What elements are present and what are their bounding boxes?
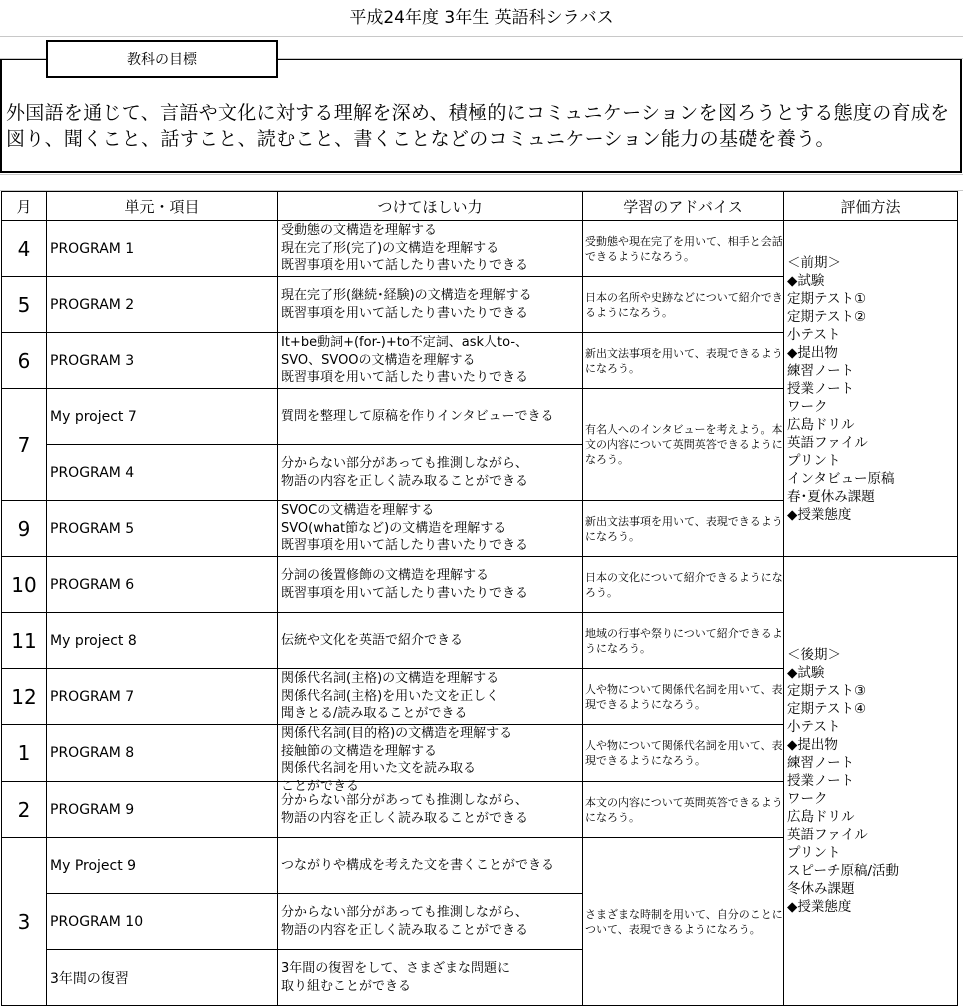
power-cell bbox=[278, 557, 583, 613]
advice-cell: さまざまな時制を用いて、自分のことについて、表現できるようになろう。 bbox=[583, 838, 784, 1006]
advice-cell: 本文の内容について英問英答できるようになろう。 bbox=[583, 782, 784, 838]
eval-item: ◆提出物 bbox=[787, 344, 838, 361]
eval-item: ワーク bbox=[787, 398, 828, 415]
eval-item: 定期テスト③ bbox=[787, 683, 867, 699]
unit-cell: PROGRAM 6 bbox=[47, 557, 278, 613]
eval-item: 定期テスト④ bbox=[787, 701, 867, 717]
power-cell bbox=[278, 613, 583, 669]
eval-item: インタビュー原稿 bbox=[787, 470, 895, 487]
header-row bbox=[2, 192, 958, 221]
eval-item: 小テスト bbox=[787, 326, 841, 343]
eval-item: プリント bbox=[787, 845, 841, 861]
eval-item: 英語ファイル bbox=[787, 434, 868, 451]
eval-item: ◆提出物 bbox=[787, 737, 838, 753]
advice-cell: 日本の文化について紹介できるようになろう。 bbox=[583, 557, 784, 613]
eval-item: ◆試験 bbox=[787, 665, 825, 681]
power-cell bbox=[278, 669, 583, 725]
goal-label: 教科の目標 bbox=[46, 40, 278, 78]
page-title: 平成24年度 3年生 英語科シラバス bbox=[349, 8, 614, 28]
unit-cell: My Project 9 bbox=[47, 838, 278, 894]
eval-item: 定期テスト① bbox=[787, 290, 867, 307]
unit-cell: My project 7 bbox=[47, 389, 278, 445]
advice-cell: 地域の行事や祭りについて紹介できるようになろう。 bbox=[583, 613, 784, 669]
power-cell bbox=[278, 838, 583, 894]
eval-item: 授業ノート bbox=[787, 773, 855, 789]
power-text: 3年間の復習をして、さまざまな問題に 取り組むことができる bbox=[281, 961, 511, 994]
month-cell: 11 bbox=[2, 613, 47, 669]
eval-item: ＜後期＞ bbox=[787, 647, 841, 663]
unit-cell: 3年間の復習 bbox=[47, 950, 278, 1006]
grid-line bbox=[0, 174, 963, 175]
power-text: 分からない部分があっても推測しながら、 物語の内容を正しく読み取ることができる bbox=[281, 456, 529, 489]
eval-item: 冬休み課題 bbox=[787, 881, 855, 897]
eval-item: 春･夏休み課題 bbox=[787, 488, 875, 505]
unit-cell: PROGRAM 5 bbox=[47, 501, 278, 557]
eval-item: 広島ドリル bbox=[787, 809, 855, 825]
table-row bbox=[2, 557, 958, 613]
goal-text: 外国語を通じて、言語や文化に対する理解を深め、積極的にコミュニケーションを図ろうとする態度の育成を図り、聞くこと、話すこと、読むこと、書くことなどのコミュニケーション能力の基礎を養う。 bbox=[6, 102, 950, 150]
power-text: つながりや構成を考えた文を書くことができる bbox=[281, 857, 555, 873]
month-cell: 6 bbox=[2, 333, 47, 389]
unit-cell: PROGRAM 9 bbox=[47, 782, 278, 838]
unit-cell: PROGRAM 8 bbox=[47, 725, 278, 782]
header-month: 月 bbox=[2, 192, 47, 221]
advice-cell: 有名人へのインタビューを考えよう。本文の内容について英問英答できるようになろう。 bbox=[583, 389, 784, 501]
month-cell: 3 bbox=[2, 838, 47, 1006]
eval-item: 定期テスト② bbox=[787, 308, 867, 325]
header-power: つけてほしい力 bbox=[278, 192, 583, 221]
unit-cell: PROGRAM 3 bbox=[47, 333, 278, 389]
eval-first-cell bbox=[784, 221, 958, 557]
unit-cell: PROGRAM 2 bbox=[47, 277, 278, 333]
month-cell: 2 bbox=[2, 782, 47, 838]
power-cell bbox=[278, 333, 583, 389]
eval-item: ◆授業態度 bbox=[787, 506, 852, 523]
month-cell: 1 bbox=[2, 725, 47, 782]
advice-cell: 人や物について関係代名詞を用いて、表現できるようになろう。 bbox=[583, 725, 784, 782]
unit-cell: PROGRAM 7 bbox=[47, 669, 278, 725]
header-advice: 学習のアドバイス bbox=[583, 192, 784, 221]
advice-cell: 新出文法事項を用いて、表現できるようになろう。 bbox=[583, 333, 784, 389]
eval-item: プリント bbox=[787, 452, 841, 469]
month-cell: 7 bbox=[2, 389, 47, 501]
eval-item: 英語ファイル bbox=[787, 827, 868, 843]
unit-cell: PROGRAM 1 bbox=[47, 221, 278, 277]
eval-item: 授業ノート bbox=[787, 380, 855, 397]
month-cell: 10 bbox=[2, 557, 47, 613]
power-cell bbox=[278, 725, 583, 794]
advice-cell: 新出文法事項を用いて、表現できるようになろう。 bbox=[583, 501, 784, 557]
month-cell: 12 bbox=[2, 669, 47, 725]
eval-item: 練習ノート bbox=[787, 755, 855, 771]
month-cell: 9 bbox=[2, 501, 47, 557]
eval-second-cell bbox=[784, 557, 958, 1006]
eval-item: ◆授業態度 bbox=[787, 899, 852, 915]
header-unit: 単元・項目 bbox=[47, 192, 278, 221]
eval-item: 広島ドリル bbox=[787, 416, 855, 433]
power-text: 質問を整理して原稿を作りインタビューできる bbox=[281, 408, 554, 424]
eval-item: ワーク bbox=[787, 791, 828, 807]
power-text: 分からない部分があっても推測しながら、 物語の内容を正しく読み取ることができる bbox=[281, 905, 529, 938]
power-cell bbox=[278, 894, 583, 950]
power-cell bbox=[278, 445, 583, 501]
advice-cell: 日本の名所や史跡などについて紹介できるようになろう。 bbox=[583, 277, 784, 333]
power-text: 関係代名詞(目的格)の文構造を理解する 接触節の文構造を理解する 関係代名詞を用いた文を読み取る ことができる bbox=[281, 726, 513, 794]
power-text: 分詞の後置修飾の文構造を理解する 既習事項を用いて話したり書いたりできる bbox=[281, 568, 529, 601]
power-text: 関係代名詞(主格)の文構造を理解する 関係代名詞(主格)を用いた文を正しく 聞きとる/読み取ることができる bbox=[281, 671, 500, 722]
power-text: SVOCの文構造を理解する SVO(what節など)の文構造を理解する 既習事項を用いて話したり書いたりできる bbox=[281, 503, 529, 554]
month-cell: 5 bbox=[2, 277, 47, 333]
power-text: It+be動詞+(for-)+to不定詞、ask人to-、 SVO、SVOOの文構造を理解する 既習事項を用いて話したり書いたりできる bbox=[281, 335, 529, 386]
syllabus-table bbox=[1, 191, 958, 1006]
power-text: 現在完了形(継続･経験)の文構造を理解する 既習事項を用いて話したり書いたりできる bbox=[281, 288, 532, 321]
table-row bbox=[2, 221, 958, 277]
advice-cell: 人や物について関係代名詞を用いて、表現できるようになろう。 bbox=[583, 669, 784, 725]
eval-item: ＜前期＞ bbox=[787, 254, 841, 271]
power-text: 受動態の文構造を理解する 現在完了形(完了)の文構造を理解する 既習事項を用いて話したり書いたりできる bbox=[281, 223, 529, 274]
grid-line bbox=[0, 36, 963, 37]
advice-cell: 受動態や現在完了を用いて、相手と会話できるようになろう。 bbox=[583, 221, 784, 277]
month-cell: 4 bbox=[2, 221, 47, 277]
power-text: 分からない部分があっても推測しながら、 物語の内容を正しく読み取ることができる bbox=[281, 793, 529, 826]
power-text: 伝統や文化を英語で紹介できる bbox=[281, 632, 464, 648]
power-cell bbox=[278, 277, 583, 333]
eval-item: ◆試験 bbox=[787, 272, 825, 289]
power-cell bbox=[278, 389, 583, 445]
unit-cell: My project 8 bbox=[47, 613, 278, 669]
unit-cell: PROGRAM 10 bbox=[47, 894, 278, 950]
header-eval: 評価方法 bbox=[784, 192, 958, 221]
unit-cell: PROGRAM 4 bbox=[47, 445, 278, 501]
power-cell bbox=[278, 950, 583, 1006]
power-cell bbox=[278, 501, 583, 557]
eval-item: 練習ノート bbox=[787, 362, 855, 379]
eval-item: スピーチ原稿/活動 bbox=[787, 863, 900, 879]
eval-item: 小テスト bbox=[787, 719, 841, 735]
power-cell bbox=[278, 221, 583, 277]
